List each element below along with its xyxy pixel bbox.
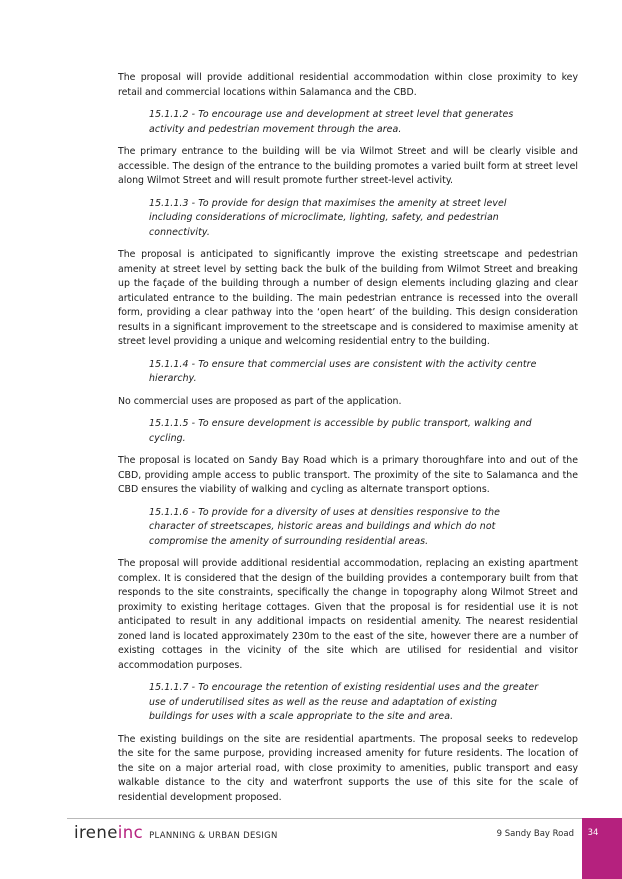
brand-name-inc: inc [117, 823, 144, 842]
document-body [118, 71, 578, 813]
objective-clause: 15.1.1.6 - To provide for a diversity of uses at densities responsive to the character of streetscapes, historic areas and buildings and which do not compromise the amenity of surrounding residential areas. [149, 506, 501, 547]
body-paragraph: The proposal is located on Sandy Bay Road which is a primary thoroughfare into and out of the CBD, providing ample access to public transport. The proximity of the site to Salamanca and the CBD ensures the viability of walking and cycling as alternate transport options. [118, 455, 578, 495]
brand-name-irene: irene [74, 823, 118, 842]
objective-clause: 15.1.1.7 - To encourage the retention of existing residential uses and the greater use of underutilised sites as well as the reuse and adaptation of existing buildings for uses with a scale appropriate to the site and area. [149, 682, 539, 722]
page-number: 34 [587, 828, 599, 838]
body-paragraph: The proposal will provide additional residential accommodation, replacing an existing apartment complex. It is considered that the design of the building provides a contemporary built from that responds to the site constraints, specifically the change in topography along Wilmot Street and proximity to existing heritage cottages. Given that the proposal is for residential use it is not anticipated to result in any additional impacts on residential amenity. The nearest residential zoned land is located approximately 230m to the east of the site, however there are a number of existing cottages in the vicinity of the site which are utilised for residential and visitor accommodation purposes. [118, 558, 578, 671]
body-paragraph: The primary entrance to the building will be via Wilmot Street and will be clearly visible and accessible. The design of the entrance to the building promotes a varied built form at street level along Wilmot Street and will result promote further street-level activity. [118, 146, 578, 186]
brand-tagline: PLANNING & URBAN DESIGN [149, 831, 278, 841]
objective-clause: 15.1.1.4 - To ensure that commercial uses are consistent with the activity centre hierarchy. [149, 358, 537, 384]
objective-clause: 15.1.1.5 - To ensure development is accessible by public transport, walking and cycling. [149, 418, 532, 444]
page-number-tab [582, 818, 622, 879]
site-reference: 9 Sandy Bay Road [496, 829, 574, 839]
body-paragraph: The proposal will provide additional residential accommodation within close proximity to key retail and commercial locations within Salamanca and the CBD. [118, 72, 578, 98]
body-paragraph: No commercial uses are proposed as part of the application. [118, 395, 402, 407]
objective-clause: 15.1.1.3 - To provide for design that maximises the amenity at street level including considerations of microclimate, lighting, safety, and pedestrian connectivity. [149, 197, 507, 238]
body-paragraph: The existing buildings on the site are residential apartments. The proposal seeks to redevelop the site for the same purpose, providing increased amenity for future residents. The location of the site on a major arterial road, with close proximity to amenities, public transport and easy walkable distance to the city and waterfront supports the use of this site for the scale of residential development proposed. [118, 733, 578, 803]
body-paragraph: The proposal is anticipated to significantly improve the existing streetscape and pedestrian amenity at street level by setting back the bulk of the building from Wilmot Street and breaking up the façade of the building through a number of design elements including glazing and clear articulated entrance to the building. The main pedestrian entrance is recessed into the overall form, providing a clear pathway into the ‘open heart’ of the building. This design consideration results in a significant improvement to the streetscape and is considered to maximise amenity at street level providing a unique and welcoming residential entry to the building. [118, 249, 578, 347]
footer-divider [67, 818, 582, 819]
brand-logo [74, 823, 278, 843]
objective-clause: 15.1.1.2 - To encourage use and development at street level that generates activity and pedestrian movement through the area. [149, 109, 514, 135]
